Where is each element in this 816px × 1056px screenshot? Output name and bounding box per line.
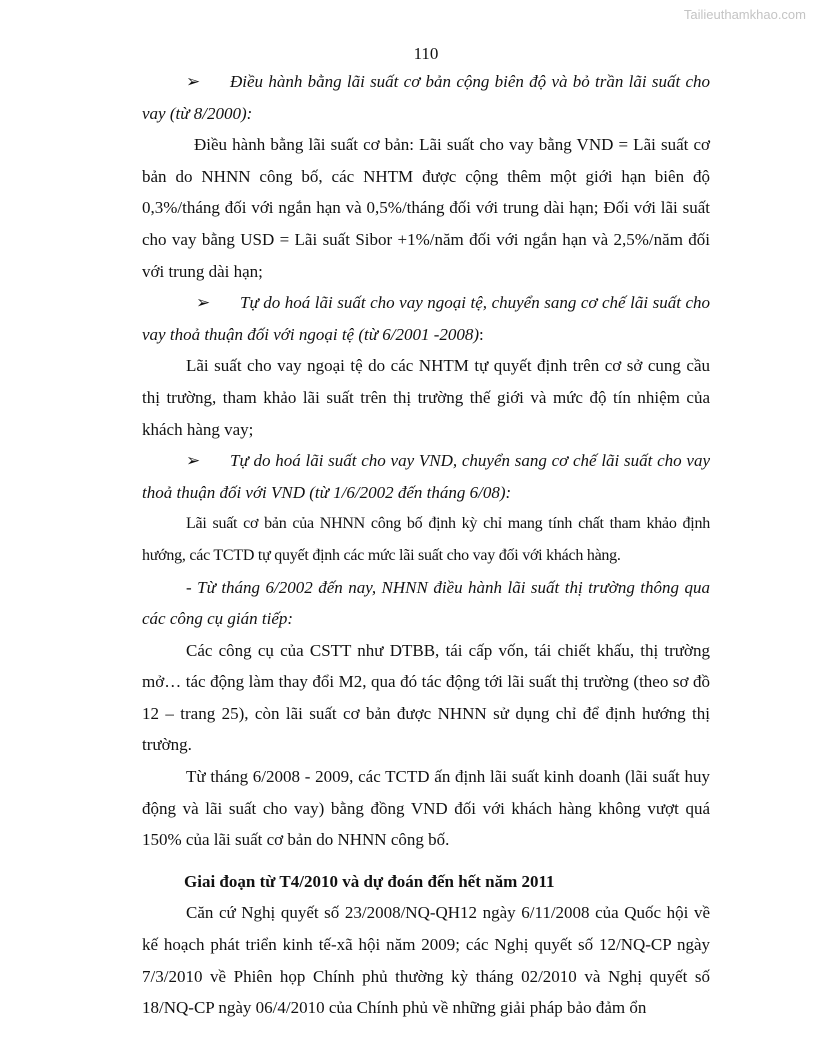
paragraph: Lãi suất cơ bản của NHNN công bố định kỳ chỉ mang tính chất tham khảo định hướng, các TCTD tự quyết định các mức lãi suất cho vay đối với khách hàng. <box>142 515 710 564</box>
arrow-bullet-icon: ➢ <box>186 451 201 471</box>
paragraph: Các công cụ của CSTT như DTBB, tái cấp vốn, tái chiết khấu, thị trường mở… tác động làm thay đổi M2, qua đó tác động tới lãi suất thị trường (theo sơ đồ 12 – trang 25), còn lãi suất cơ bản được NHNN sử dụng chỉ để định hướng thị trường. <box>142 640 710 755</box>
paragraph: Căn cứ Nghị quyết số 23/2008/NQ-QH12 ngày 6/11/2008 của Quốc hội về kế hoạch phát triển kinh tế-xã hội năm 2009; các Nghị quyết số 12/NQ-CP ngày 7/3/2010 về Phiên họp Chính phủ thường kỳ tháng 02/2010 và Nghị quyết số 18/NQ-CP ngày 06/4/2010 của Chính phủ về những giải pháp bảo đảm ổn <box>142 903 710 1018</box>
paragraph: Lãi suất cho vay ngoại tệ do các NHTM tự quyết định trên cơ sở cung cầu thị trường, tham khảo lãi suất trên thị trường thế giới và mức độ tín nhiệm của khách hàng vay; <box>142 356 710 439</box>
bullet-text: Tự do hoá lãi suất cho vay ngoại tệ, chuyển sang cơ chế lãi suất cho vay thoả thuận đối với ngoại tệ (từ 6/2001 -2008) <box>142 293 710 344</box>
bullet-item <box>142 66 710 129</box>
bullet-text: Điều hành bằng lãi suất cơ bản cộng biên độ và bỏ trần lãi suất cho vay (từ 8/2000): <box>142 72 710 123</box>
bullet-text: Tự do hoá lãi suất cho vay VND, chuyển sang cơ chế lãi suất cho vay thoả thuận đối với VND (từ 1/6/2002 đến tháng 6/08): <box>142 451 710 502</box>
bullet-item <box>142 287 710 350</box>
page-number: 110 <box>413 44 439 63</box>
bullet-item <box>142 445 710 508</box>
arrow-bullet-icon: ➢ <box>186 72 201 91</box>
dash-marker: - <box>186 577 198 597</box>
arrow-bullet-icon: ➢ <box>196 293 211 313</box>
dash-item <box>142 572 710 635</box>
section-heading: Giai đoạn từ T4/2010 và dự đoán đến hết năm 2011 <box>184 871 555 891</box>
bullet-colon: : <box>479 324 484 344</box>
watermark: Tailieuthamkhao.com <box>683 7 806 22</box>
paragraph: Từ tháng 6/2008 - 2009, các TCTD ấn định lãi suất kinh doanh (lãi suất huy động và lãi suất cho vay) bằng đồng VND đối với khách hàng không vượt quá 150% của lãi suất cơ bản do NHNN công bố. <box>142 767 710 850</box>
dash-text: Từ tháng 6/2002 đến nay, NHNN điều hành lãi suất thị trường thông qua các công cụ gián tiếp: <box>142 577 710 629</box>
document-body <box>142 66 710 1024</box>
paragraph: Điều hành bằng lãi suất cơ bản: Lãi suất cho vay bằng VND = Lãi suất cơ bản do NHNN công bố, các NHTM được cộng thêm một giới hạn biên độ 0,3%/tháng đối với ngắn hạn và 0,5%/tháng đối với trung dài hạn; Đối với lãi suất cho vay bằng USD = Lãi suất Sibor +1%/năm đối với ngắn hạn và 2,5%/năm đối với trung dài hạn; <box>142 135 710 281</box>
